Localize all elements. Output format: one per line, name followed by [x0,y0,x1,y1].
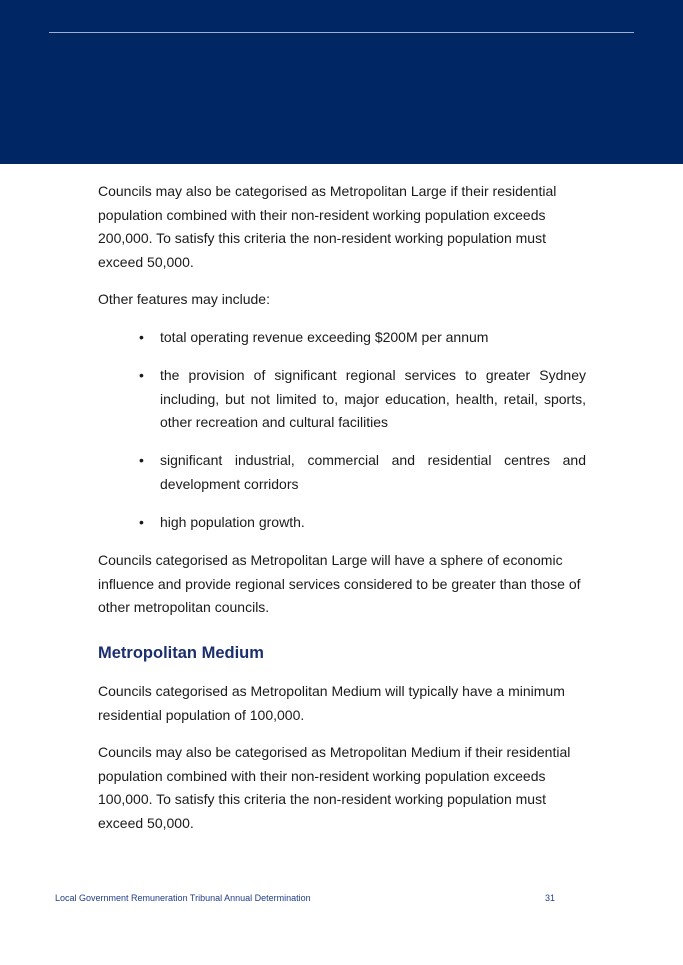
list-item: • significant industrial, commercial and residential centres and development corridors [98,449,586,496]
page-content [98,180,586,849]
paragraph: Councils categorised as Metropolitan Large will have a sphere of economic influence and provide regional services considered to be greater than those of other metropolitan councils. [98,552,581,616]
header-band [0,0,683,164]
footer-title: Local Government Remuneration Tribunal Annual Determination [55,893,311,903]
list-item: • total operating revenue exceeding $200M per annum [98,326,586,350]
paragraph: Other features may include: [98,291,270,308]
page-number: 31 [545,893,556,903]
section-heading: Metropolitan Medium [98,643,264,662]
paragraph: Councils may also be categorised as Metropolitan Large if their residential population combined with their non-resident working population exceeds 200,000. To satisfy this criteria the non-resident working population must exceed 50,000. [98,183,557,270]
paragraph: Councils may also be categorised as Metropolitan Medium if their residential population combined with their non-resident working population exceeds 100,000. To satisfy this criteria the non-resident working population must exceed 50,000. [98,744,571,831]
list-item: • high population growth. [98,511,586,535]
list-item: • the provision of significant regional services to greater Sydney including, but not limited to, major education, health, retail, sports, other recreation and cultural facilities [98,364,586,435]
header-rule [49,32,634,33]
paragraph: Councils categorised as Metropolitan Medium will typically have a minimum residential population of 100,000. [98,682,565,723]
bullet-list [98,326,586,535]
